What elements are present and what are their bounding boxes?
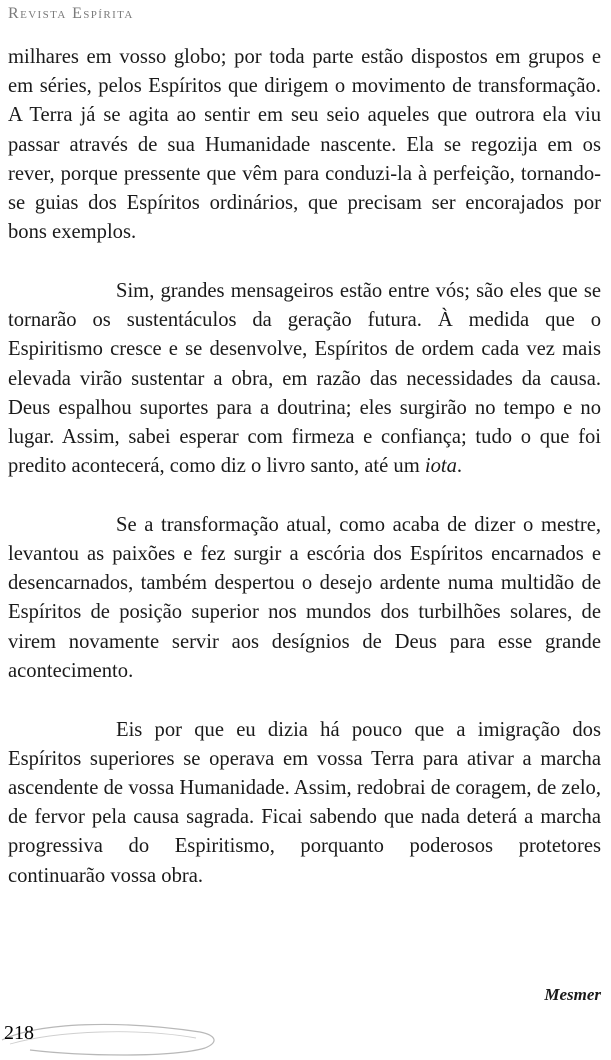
page-swoosh-ornament [0, 1018, 230, 1058]
paragraph-2-text: Sim, grandes mensageiros estão entre vós; são eles que se tornarão os sustentáculos da geração futura. À medida que o Espiritismo cresce e se desenvolve, Espíritos de ordem cada vez mais elevada virão sustentar a obra, em razão das necessidades da causa. Deus espalhou suportes para a doutrina; eles surgirão no tempo e no lugar. Assim, sabei esperar com firmeza e confiança; tudo o que foi predito acontecerá, como diz o livro santo, até um [8, 279, 601, 478]
paragraph-4: Eis por que eu dizia há pouco que a imigração dos Espíritos superiores se operava em vossa Terra para ativar a marcha ascendente de vossa Humanidade. Assim, redobrai de coragem, de zelo, de fervor pela causa sagrada. Ficai sabendo que nada deterá a marcha progressiva do Espiritismo, porquanto poderosos protetores continuarão vossa obra. [8, 718, 601, 887]
page-number: 218 [4, 1022, 34, 1044]
paragraph-2-end: . [456, 455, 463, 478]
paragraph-1: milhares em vosso globo; por toda parte estão dispostos em grupos e em séries, pelos Espíritos que dirigem o movimento de transformação. A Terra já se agita ao sentir em seu seio aqueles que outrora ela viu passar através de sua Humanidade nascente. Ela se regozija em os rever, porque pressente que vêm para conduzi-la à perfeição, tornando-se guias dos Espíritos ordinários, que precisam ser encorajados por bons exemplos. [8, 46, 601, 244]
page-body [8, 43, 601, 920]
italic-word-iota: iota [424, 455, 457, 478]
running-header: Revista Espírita [8, 5, 134, 22]
paragraph-3: Se a transformação atual, como acaba de dizer o mestre, levantou as paixões e fez surgir a escória dos Espíritos encarnados e desencarnados, também despertou o desejo ardente numa multidão de Espíritos de posição superior nos mundos dos turbilhões solares, de virem novamente servir aos desígnios de Deus para esse grande acontecimento. [8, 513, 601, 682]
paragraph-2 [8, 277, 601, 481]
author-signature: Mesmer [544, 985, 601, 1004]
